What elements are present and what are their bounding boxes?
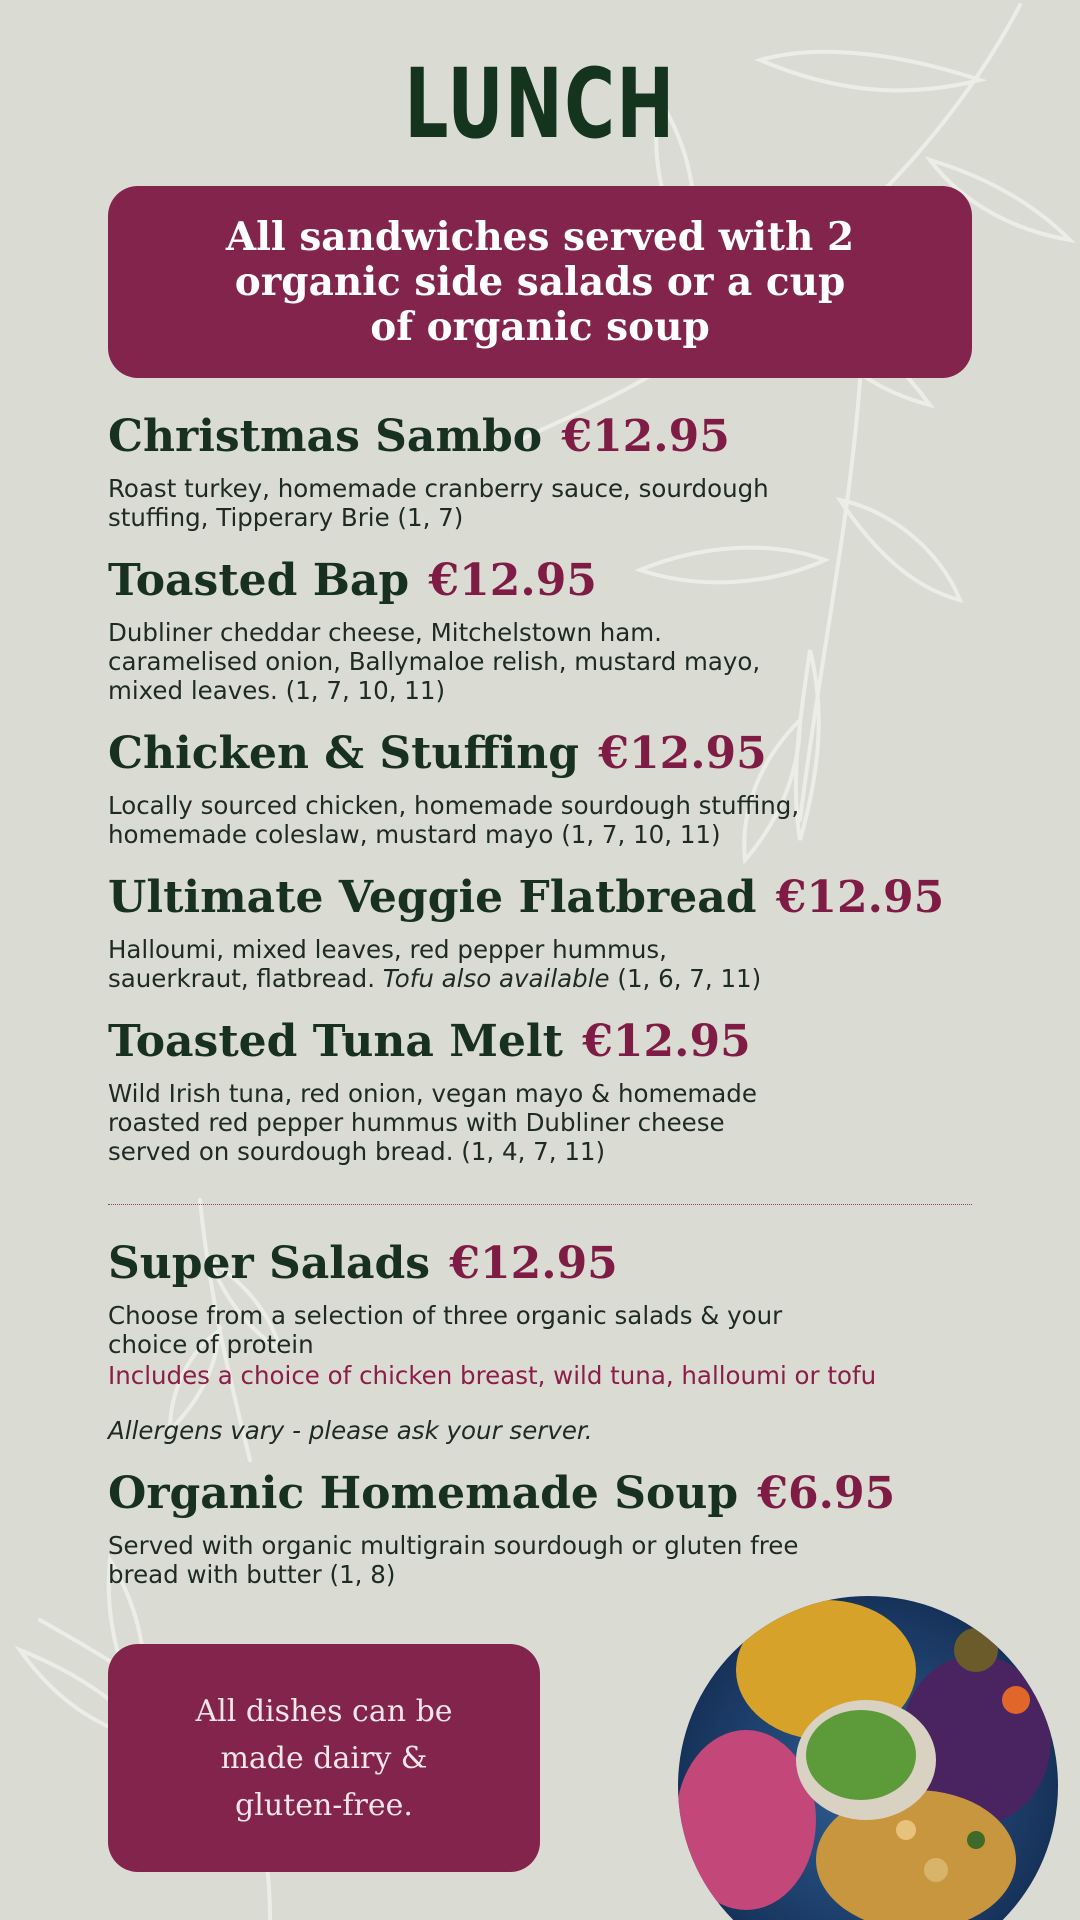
item-price: €12.95 [775,872,945,923]
menu-items [108,408,972,1609]
page-title: LUNCH [404,48,676,160]
banner-text: All sandwiches served with 2 organic side salads or a cup of organic soup [225,213,855,350]
item-heading [108,869,972,927]
item-description-italic: Tofu also available [382,964,610,993]
item-price: €12.95 [428,555,597,606]
item-description: Roast turkey, homemade cranberry sauce, sourdough stuffing, Tipperary Brie (1, 7) [108,474,769,532]
item-name: Christmas Sambo [108,411,543,462]
item-description: Locally sourced chicken, homemade sourdough stuffing, homemade coleslaw, mustard mayo (1, 7, 10, 11) [108,791,800,849]
menu-item [108,1013,972,1166]
item-description: Wild Irish tuna, red onion, vegan mayo & homemade roasted red pepper hummus with Dubliner cheese served on sourdough bread. (1, 4, 7, 11) [108,1079,757,1166]
salad-bowl-photo [676,1590,1060,1920]
item-description [108,935,808,993]
section-divider [108,1204,972,1205]
item-heading [108,1235,972,1293]
item-name: Ultimate Veggie Flatbread [108,872,757,923]
item-heading [108,1465,972,1523]
item-name: Super Salads [108,1238,431,1289]
menu-item [108,552,972,705]
menu-item [108,725,972,849]
sandwich-sides-banner [108,186,972,378]
item-price: €6.95 [757,1468,896,1519]
item-description-text: Halloumi, mixed leaves, red pepper hummus, sauerkraut, flatbread. [108,935,667,993]
allergen-note: Allergens vary - please ask your server. [108,1416,593,1445]
item-description: Choose from a selection of three organic salads & your choice of protein [108,1301,783,1359]
item-name: Toasted Bap [108,555,410,606]
item-price: €12.95 [561,411,730,462]
dairy-gluten-free-box [108,1644,540,1872]
item-heading [108,408,972,466]
menu-item [108,408,972,532]
item-description: Dubliner cheddar cheese, Mitchelstown ham. caramelised onion, Ballymaloe relish, mustard mayo, mixed leaves. (1, 7, 10, 11) [108,618,761,705]
item-heading [108,552,972,610]
item-price: €12.95 [582,1016,751,1067]
item-name: Organic Homemade Soup [108,1468,739,1519]
item-price: €12.95 [598,728,767,779]
dairy-box-text: All dishes can be made dairy & gluten-free. [195,1693,453,1823]
item-description: Served with organic multigrain sourdough or gluten free bread with butter (1, 8) [108,1531,799,1589]
item-description-allergens: (1, 6, 7, 11) [609,964,762,993]
item-heading [108,725,972,783]
item-heading [108,1013,972,1071]
salads-item [108,1235,972,1445]
item-name: Chicken & Stuffing [108,728,580,779]
menu-item [108,869,972,993]
item-price: €12.95 [449,1238,618,1289]
protein-note: Includes a choice of chicken breast, wild tuna, halloumi or tofu [108,1361,877,1390]
item-name: Toasted Tuna Melt [108,1016,563,1067]
soup-item [108,1465,972,1589]
